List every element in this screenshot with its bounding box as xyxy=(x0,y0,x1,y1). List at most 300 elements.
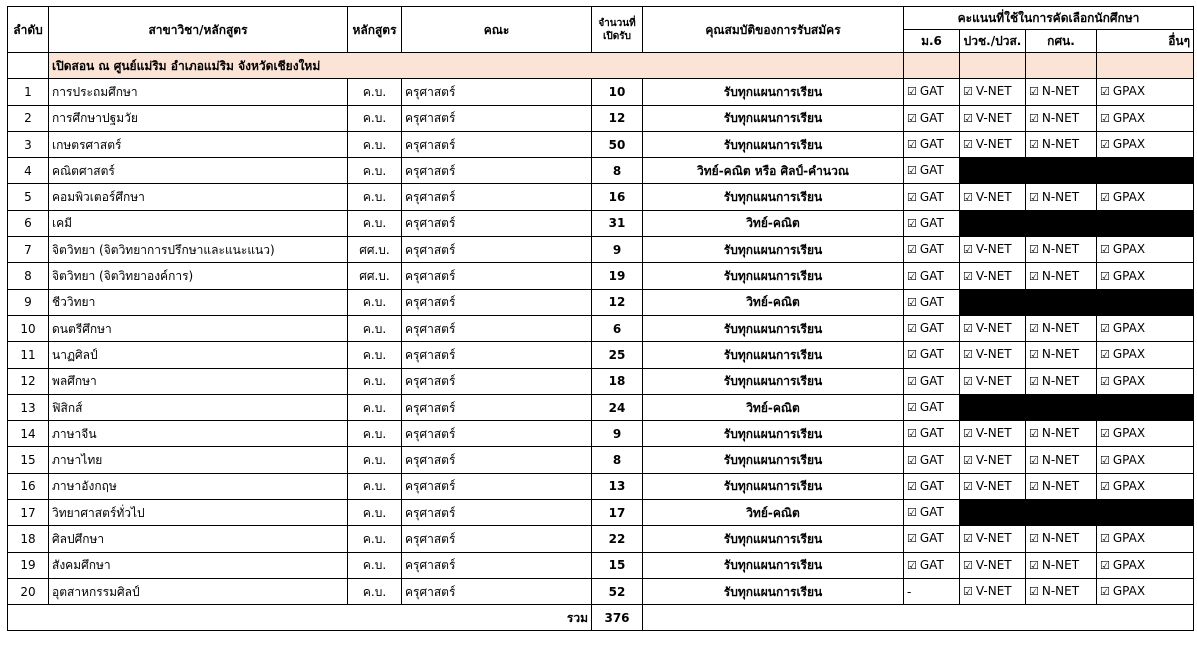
score-voc xyxy=(960,237,1026,263)
row-seats: 52 xyxy=(592,578,643,604)
score-label: N-NET xyxy=(1041,373,1080,388)
score-label: V-NET xyxy=(975,584,1012,599)
row-qualification: รับทุกแผนการเรียน xyxy=(643,526,904,552)
row-faculty: ครุศาสตร์ xyxy=(402,421,592,447)
score-label: GAT xyxy=(919,110,944,125)
score-m6 xyxy=(904,315,960,341)
table-row xyxy=(8,526,1194,552)
row-major: คอมพิวเตอร์ศึกษา xyxy=(49,184,348,210)
score-voc xyxy=(960,105,1026,131)
score-voc xyxy=(960,526,1026,552)
table-row xyxy=(8,131,1194,157)
row-no: 6 xyxy=(8,210,49,236)
checkbox-checked-icon: ☑ xyxy=(963,269,973,283)
sub-header-nfe: กศน. xyxy=(1026,30,1097,53)
score-label: V-NET xyxy=(975,373,1012,388)
score-label: GAT xyxy=(919,426,944,441)
score-nfe xyxy=(1026,184,1097,210)
row-qualification: รับทุกแผนการเรียน xyxy=(643,447,904,473)
score-nfe xyxy=(1026,473,1097,499)
score-other xyxy=(1097,79,1194,105)
row-major: สังคมศึกษา xyxy=(49,552,348,578)
checkbox-checked-icon: ☑ xyxy=(1029,453,1039,467)
col-header-major: สาขาวิชา/หลักสูตร xyxy=(49,7,348,53)
admission-table xyxy=(7,6,1194,631)
row-faculty: ครุศาสตร์ xyxy=(402,289,592,315)
group-cell-voc xyxy=(960,53,1026,79)
col-header-seats xyxy=(592,7,643,53)
row-seats: 8 xyxy=(592,447,643,473)
checkbox-checked-icon: ☑ xyxy=(1029,479,1039,493)
row-program: ค.บ. xyxy=(348,184,402,210)
row-faculty: ครุศาสตร์ xyxy=(402,237,592,263)
row-major: คณิตศาสตร์ xyxy=(49,158,348,184)
row-seats: 16 xyxy=(592,184,643,210)
checkbox-checked-icon: ☑ xyxy=(1029,269,1039,283)
score-m6 xyxy=(904,500,960,526)
score-label: GAT xyxy=(919,137,944,152)
row-program: ค.บ. xyxy=(348,578,402,604)
score-m6 xyxy=(904,105,960,131)
score-nfe xyxy=(1026,237,1097,263)
row-major: พลศึกษา xyxy=(49,368,348,394)
row-seats: 9 xyxy=(592,237,643,263)
checkbox-checked-icon: ☑ xyxy=(963,558,973,572)
row-faculty: ครุศาสตร์ xyxy=(402,526,592,552)
score-label: V-NET xyxy=(975,478,1012,493)
table-row xyxy=(8,210,1194,236)
row-no: 12 xyxy=(8,368,49,394)
checkbox-checked-icon: ☑ xyxy=(1100,138,1110,152)
checkbox-checked-icon: ☑ xyxy=(1100,85,1110,99)
score-label: - xyxy=(907,584,912,599)
score-label: GPAX xyxy=(1112,347,1146,362)
score-label: GAT xyxy=(919,400,944,414)
row-no: 8 xyxy=(8,263,49,289)
row-faculty: ครุศาสตร์ xyxy=(402,394,592,420)
checkbox-checked-icon: ☑ xyxy=(963,532,973,546)
row-program: ค.บ. xyxy=(348,131,402,157)
col-header-faculty: คณะ xyxy=(402,7,592,53)
score-label: GPAX xyxy=(1112,426,1146,441)
score-label: N-NET xyxy=(1041,242,1080,257)
table-row xyxy=(8,500,1194,526)
score-voc xyxy=(960,473,1026,499)
score-label: V-NET xyxy=(975,321,1012,336)
checkbox-checked-icon: ☑ xyxy=(907,216,917,230)
score-label: GAT xyxy=(919,321,944,336)
score-label: GAT xyxy=(919,505,944,520)
row-seats: 31 xyxy=(592,210,643,236)
score-other xyxy=(1097,421,1194,447)
row-major: วิทยาศาสตร์ทั่วไป xyxy=(49,500,348,526)
score-label: GAT xyxy=(919,163,944,178)
score-voc xyxy=(960,578,1026,604)
row-major: การประถมศึกษา xyxy=(49,79,348,105)
checkbox-checked-icon: ☑ xyxy=(1100,585,1110,599)
row-program: ค.บ. xyxy=(348,368,402,394)
score-m6 xyxy=(904,473,960,499)
header-row xyxy=(8,7,1194,30)
row-seats: 9 xyxy=(592,421,643,447)
score-nfe xyxy=(1026,79,1097,105)
row-seats: 17 xyxy=(592,500,643,526)
score-m6 xyxy=(904,158,960,184)
score-voc xyxy=(960,184,1026,210)
score-label: GPAX xyxy=(1112,531,1146,546)
checkbox-checked-icon: ☑ xyxy=(907,479,917,493)
checkbox-checked-icon: ☑ xyxy=(907,295,917,309)
score-label: N-NET xyxy=(1041,426,1080,441)
score-nfe xyxy=(1026,421,1097,447)
row-faculty: ครุศาสตร์ xyxy=(402,210,592,236)
score-label: V-NET xyxy=(975,557,1012,572)
checkbox-checked-icon: ☑ xyxy=(963,453,973,467)
row-major: ดนตรีศึกษา xyxy=(49,315,348,341)
group-spacer xyxy=(8,53,49,79)
checkbox-checked-icon: ☑ xyxy=(1029,243,1039,257)
score-label: V-NET xyxy=(975,137,1012,152)
score-other xyxy=(1097,237,1194,263)
score-voc xyxy=(960,131,1026,157)
checkbox-checked-icon: ☑ xyxy=(1100,453,1110,467)
row-program: ค.บ. xyxy=(348,500,402,526)
row-qualification: วิทย์-คณิต xyxy=(643,289,904,315)
row-faculty: ครุศาสตร์ xyxy=(402,105,592,131)
score-label: GPAX xyxy=(1112,189,1146,204)
score-m6 xyxy=(904,368,960,394)
checkbox-checked-icon: ☑ xyxy=(963,374,973,388)
row-seats: 15 xyxy=(592,552,643,578)
row-program: ค.บ. xyxy=(348,421,402,447)
score-m6 xyxy=(904,526,960,552)
row-major: เกษตรศาสตร์ xyxy=(49,131,348,157)
score-other xyxy=(1097,342,1194,368)
table-row xyxy=(8,289,1194,315)
table-row xyxy=(8,79,1194,105)
checkbox-checked-icon: ☑ xyxy=(1029,138,1039,152)
row-program: ค.บ. xyxy=(348,105,402,131)
checkbox-checked-icon: ☑ xyxy=(1029,374,1039,388)
col-header-seats-line2: เปิดรับ xyxy=(603,30,631,42)
score-label: GAT xyxy=(919,557,944,572)
score-other xyxy=(1097,184,1194,210)
checkbox-checked-icon: ☑ xyxy=(1100,558,1110,572)
row-no: 4 xyxy=(8,158,49,184)
sub-header-other: อื่นๆ xyxy=(1097,30,1194,53)
row-faculty: ครุศาสตร์ xyxy=(402,263,592,289)
checkbox-checked-icon: ☑ xyxy=(963,348,973,362)
row-program: ค.บ. xyxy=(348,526,402,552)
checkbox-checked-icon: ☑ xyxy=(1029,85,1039,99)
score-label: N-NET xyxy=(1041,531,1080,546)
row-qualification: รับทุกแผนการเรียน xyxy=(643,578,904,604)
col-header-seats-line1: จำนวนที่ xyxy=(598,17,636,29)
row-program: ค.บ. xyxy=(348,158,402,184)
row-faculty: ครุศาสตร์ xyxy=(402,315,592,341)
score-voc xyxy=(960,552,1026,578)
row-qualification: รับทุกแผนการเรียน xyxy=(643,184,904,210)
checkbox-checked-icon: ☑ xyxy=(963,585,973,599)
score-other xyxy=(1097,552,1194,578)
score-other xyxy=(1097,578,1194,604)
row-qualification: รับทุกแผนการเรียน xyxy=(643,105,904,131)
row-faculty: ครุศาสตร์ xyxy=(402,184,592,210)
row-qualification: วิทย์-คณิต หรือ ศิลป์-คำนวณ xyxy=(643,158,904,184)
table-row xyxy=(8,105,1194,131)
row-qualification: รับทุกแผนการเรียน xyxy=(643,473,904,499)
row-no: 7 xyxy=(8,237,49,263)
row-major: เคมี xyxy=(49,210,348,236)
score-label: V-NET xyxy=(975,426,1012,441)
score-m6 xyxy=(904,237,960,263)
table-row xyxy=(8,158,1194,184)
score-voc xyxy=(960,421,1026,447)
checkbox-checked-icon: ☑ xyxy=(1029,427,1039,441)
score-m6 xyxy=(904,394,960,420)
score-label: GPAX xyxy=(1112,557,1146,572)
group-cell-nfe xyxy=(1026,53,1097,79)
score-label: V-NET xyxy=(975,84,1012,99)
checkbox-checked-icon: ☑ xyxy=(907,269,917,283)
checkbox-checked-icon: ☑ xyxy=(963,427,973,441)
row-major: การศึกษาปฐมวัย xyxy=(49,105,348,131)
score-blocked xyxy=(960,289,1194,315)
total-label: รวม xyxy=(8,605,592,631)
score-label: GPAX xyxy=(1112,584,1146,599)
score-other xyxy=(1097,368,1194,394)
row-qualification: วิทย์-คณิต xyxy=(643,210,904,236)
row-program: ค.บ. xyxy=(348,447,402,473)
score-label: V-NET xyxy=(975,242,1012,257)
row-major: ภาษาอังกฤษ xyxy=(49,473,348,499)
row-seats: 25 xyxy=(592,342,643,368)
total-value: 376 xyxy=(592,605,643,631)
row-major: จิตวิทยา (จิตวิทยาการปรึกษาและแนะแนว) xyxy=(49,237,348,263)
row-qualification: วิทย์-คณิต xyxy=(643,500,904,526)
row-qualification: รับทุกแผนการเรียน xyxy=(643,131,904,157)
row-no: 10 xyxy=(8,315,49,341)
checkbox-checked-icon: ☑ xyxy=(1100,532,1110,546)
checkbox-checked-icon: ☑ xyxy=(1029,558,1039,572)
row-seats: 19 xyxy=(592,263,643,289)
row-seats: 13 xyxy=(592,473,643,499)
score-label: GPAX xyxy=(1112,268,1146,283)
score-label: N-NET xyxy=(1041,347,1080,362)
row-no: 16 xyxy=(8,473,49,499)
score-m6 xyxy=(904,421,960,447)
checkbox-checked-icon: ☑ xyxy=(963,111,973,125)
row-qualification: รับทุกแผนการเรียน xyxy=(643,237,904,263)
score-label: GPAX xyxy=(1112,478,1146,493)
checkbox-checked-icon: ☑ xyxy=(1100,374,1110,388)
score-label: GAT xyxy=(919,189,944,204)
row-no: 18 xyxy=(8,526,49,552)
row-program: ค.บ. xyxy=(348,473,402,499)
checkbox-checked-icon: ☑ xyxy=(907,374,917,388)
score-m6 xyxy=(904,289,960,315)
score-m6 xyxy=(904,342,960,368)
row-no: 15 xyxy=(8,447,49,473)
total-rest xyxy=(643,605,1194,631)
row-seats: 50 xyxy=(592,131,643,157)
row-no: 20 xyxy=(8,578,49,604)
score-m6 xyxy=(904,263,960,289)
table-row xyxy=(8,263,1194,289)
score-label: GAT xyxy=(919,373,944,388)
row-faculty: ครุศาสตร์ xyxy=(402,500,592,526)
score-m6 xyxy=(904,131,960,157)
score-label: GPAX xyxy=(1112,110,1146,125)
row-faculty: ครุศาสตร์ xyxy=(402,473,592,499)
row-no: 14 xyxy=(8,421,49,447)
score-label: GPAX xyxy=(1112,373,1146,388)
score-voc xyxy=(960,79,1026,105)
checkbox-checked-icon: ☑ xyxy=(1100,190,1110,204)
score-label: GAT xyxy=(919,347,944,362)
checkbox-checked-icon: ☑ xyxy=(963,190,973,204)
score-blocked xyxy=(960,394,1194,420)
checkbox-checked-icon: ☑ xyxy=(1100,243,1110,257)
score-label: V-NET xyxy=(975,189,1012,204)
score-label: V-NET xyxy=(975,347,1012,362)
row-qualification: วิทย์-คณิต xyxy=(643,394,904,420)
score-label: N-NET xyxy=(1041,584,1080,599)
score-label: N-NET xyxy=(1041,137,1080,152)
row-qualification: รับทุกแผนการเรียน xyxy=(643,263,904,289)
score-nfe xyxy=(1026,578,1097,604)
score-label: GAT xyxy=(919,84,944,99)
score-nfe xyxy=(1026,315,1097,341)
total-row xyxy=(8,605,1194,631)
row-faculty: ครุศาสตร์ xyxy=(402,447,592,473)
row-faculty: ครุศาสตร์ xyxy=(402,342,592,368)
checkbox-checked-icon: ☑ xyxy=(1100,427,1110,441)
group-row xyxy=(8,53,1194,79)
score-label: GAT xyxy=(919,452,944,467)
checkbox-checked-icon: ☑ xyxy=(1029,111,1039,125)
row-major: จิตวิทยา (จิตวิทยาองค์การ) xyxy=(49,263,348,289)
row-no: 1 xyxy=(8,79,49,105)
score-nfe xyxy=(1026,368,1097,394)
checkbox-checked-icon: ☑ xyxy=(1100,269,1110,283)
row-faculty: ครุศาสตร์ xyxy=(402,368,592,394)
score-voc xyxy=(960,368,1026,394)
score-other xyxy=(1097,447,1194,473)
row-program: ศศ.บ. xyxy=(348,237,402,263)
group-cell-m6 xyxy=(904,53,960,79)
table-row xyxy=(8,447,1194,473)
score-other xyxy=(1097,315,1194,341)
row-major: นาฏศิลป์ xyxy=(49,342,348,368)
score-label: GPAX xyxy=(1112,452,1146,467)
checkbox-checked-icon: ☑ xyxy=(907,243,917,257)
checkbox-checked-icon: ☑ xyxy=(907,532,917,546)
score-blocked xyxy=(960,500,1194,526)
row-major: อุตสาหกรรมศิลป์ xyxy=(49,578,348,604)
score-other xyxy=(1097,131,1194,157)
score-nfe xyxy=(1026,131,1097,157)
score-label: V-NET xyxy=(975,268,1012,283)
col-header-qualification: คุณสมบัติของการรับสมัคร xyxy=(643,7,904,53)
checkbox-checked-icon: ☑ xyxy=(1100,322,1110,336)
checkbox-checked-icon: ☑ xyxy=(907,427,917,441)
row-major: ภาษาไทย xyxy=(49,447,348,473)
checkbox-checked-icon: ☑ xyxy=(907,453,917,467)
row-major: ศิลปศึกษา xyxy=(49,526,348,552)
row-no: 9 xyxy=(8,289,49,315)
score-blocked xyxy=(960,158,1194,184)
score-label: V-NET xyxy=(975,452,1012,467)
checkbox-checked-icon: ☑ xyxy=(963,138,973,152)
checkbox-checked-icon: ☑ xyxy=(1100,479,1110,493)
checkbox-checked-icon: ☑ xyxy=(907,111,917,125)
row-seats: 8 xyxy=(592,158,643,184)
score-voc xyxy=(960,263,1026,289)
table-row xyxy=(8,342,1194,368)
col-header-no: ลำดับ xyxy=(8,7,49,53)
row-seats: 18 xyxy=(592,368,643,394)
checkbox-checked-icon: ☑ xyxy=(963,479,973,493)
score-voc xyxy=(960,315,1026,341)
score-label: N-NET xyxy=(1041,110,1080,125)
score-voc xyxy=(960,447,1026,473)
group-title: เปิดสอน ณ ศูนย์แม่ริม อำเภอแม่ริม จังหวัดเชียงใหม่ xyxy=(49,53,904,79)
table-row xyxy=(8,552,1194,578)
row-program: ค.บ. xyxy=(348,394,402,420)
col-header-program: หลักสูตร xyxy=(348,7,402,53)
row-program: ค.บ. xyxy=(348,552,402,578)
row-seats: 12 xyxy=(592,289,643,315)
checkbox-checked-icon: ☑ xyxy=(963,243,973,257)
row-no: 2 xyxy=(8,105,49,131)
score-nfe xyxy=(1026,105,1097,131)
sub-header-voc: ปวช./ปวส. xyxy=(960,30,1026,53)
checkbox-checked-icon: ☑ xyxy=(963,85,973,99)
row-faculty: ครุศาสตร์ xyxy=(402,79,592,105)
score-label: GPAX xyxy=(1112,84,1146,99)
checkbox-checked-icon: ☑ xyxy=(907,322,917,336)
score-label: GPAX xyxy=(1112,321,1146,336)
checkbox-checked-icon: ☑ xyxy=(907,401,917,414)
row-program: ค.บ. xyxy=(348,289,402,315)
row-faculty: ครุศาสตร์ xyxy=(402,552,592,578)
score-label: N-NET xyxy=(1041,189,1080,204)
row-qualification: รับทุกแผนการเรียน xyxy=(643,368,904,394)
score-nfe xyxy=(1026,552,1097,578)
score-other xyxy=(1097,105,1194,131)
checkbox-checked-icon: ☑ xyxy=(1029,585,1039,599)
score-label: V-NET xyxy=(975,110,1012,125)
score-label: GAT xyxy=(919,242,944,257)
score-nfe xyxy=(1026,263,1097,289)
row-qualification: รับทุกแผนการเรียน xyxy=(643,342,904,368)
score-other xyxy=(1097,263,1194,289)
table-row xyxy=(8,315,1194,341)
score-label: N-NET xyxy=(1041,84,1080,99)
row-no: 11 xyxy=(8,342,49,368)
score-label: V-NET xyxy=(975,531,1012,546)
score-m6 xyxy=(904,210,960,236)
checkbox-checked-icon: ☑ xyxy=(907,138,917,152)
score-m6 xyxy=(904,447,960,473)
score-nfe xyxy=(1026,526,1097,552)
table-row xyxy=(8,578,1194,604)
checkbox-checked-icon: ☑ xyxy=(907,506,917,520)
score-label: N-NET xyxy=(1041,557,1080,572)
checkbox-checked-icon: ☑ xyxy=(907,164,917,178)
score-label: GAT xyxy=(919,268,944,283)
